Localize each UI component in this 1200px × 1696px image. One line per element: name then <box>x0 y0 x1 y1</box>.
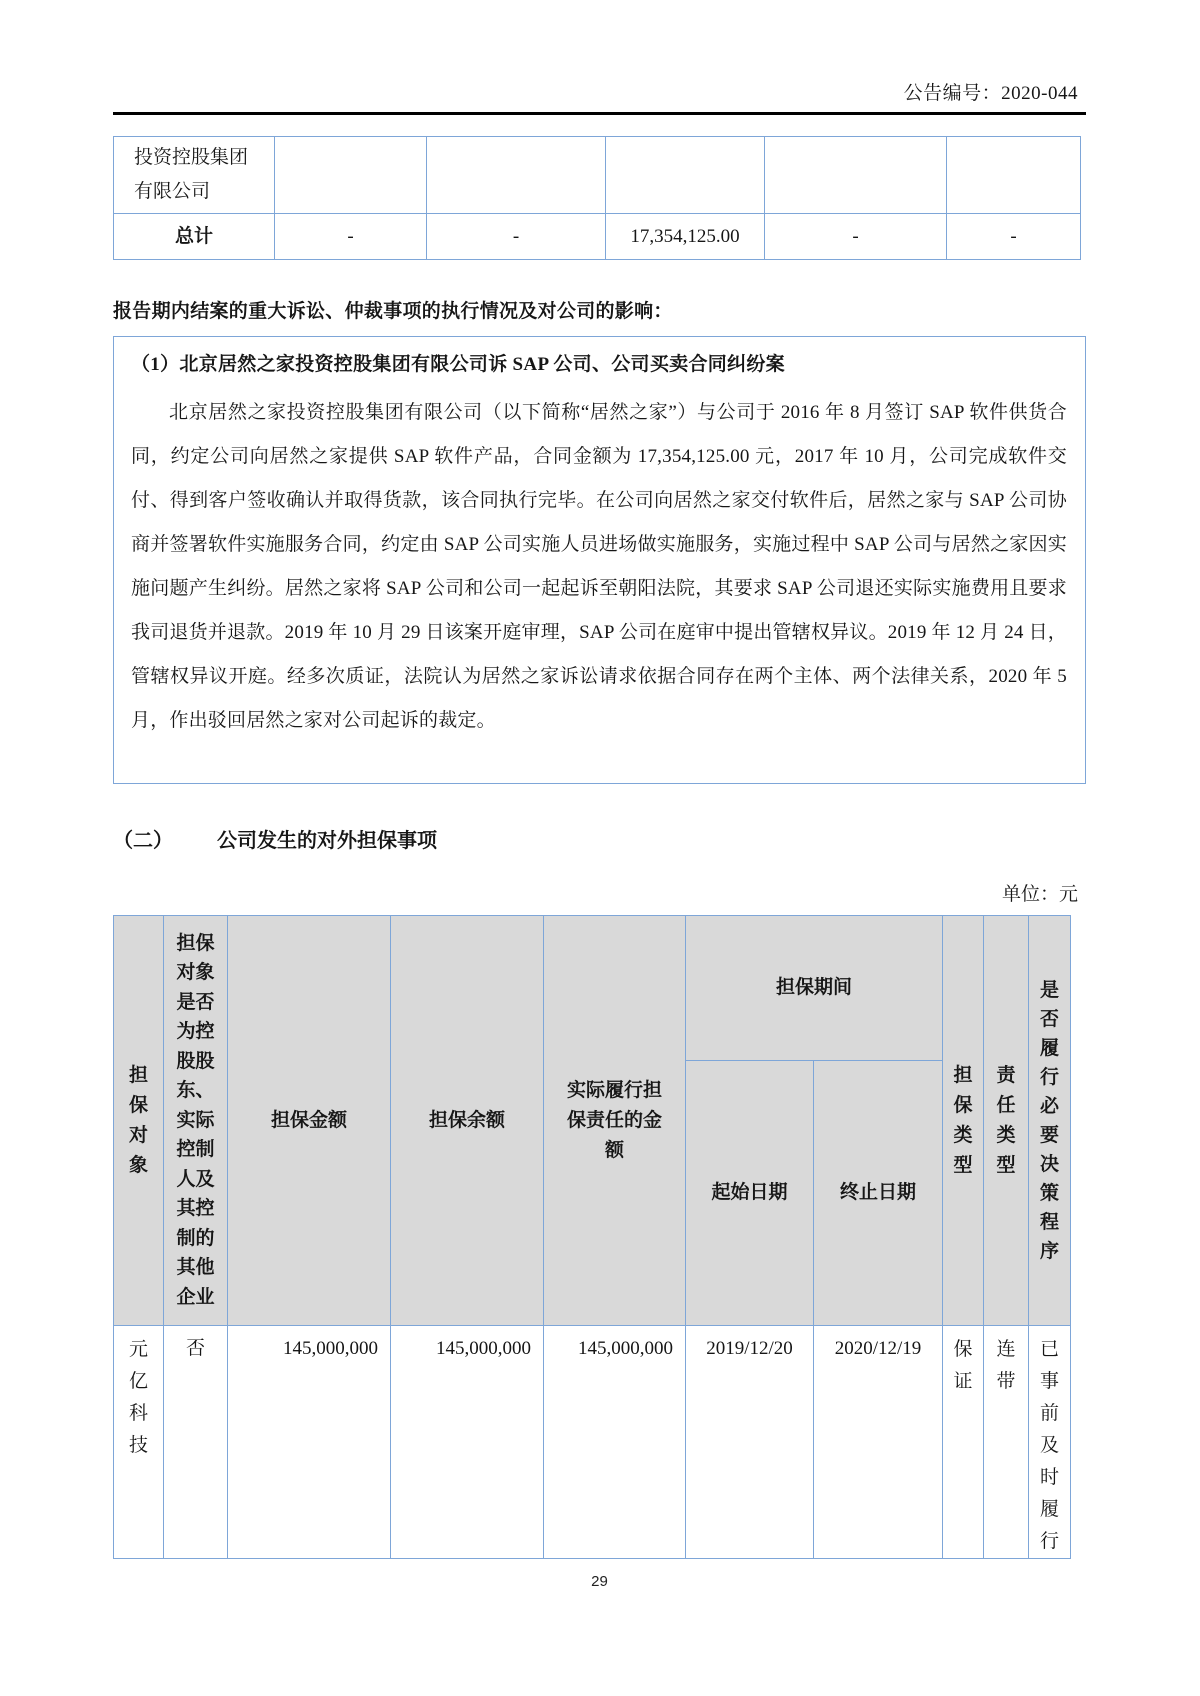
cell-guarantee-balance: 145,000,000 <box>391 1326 544 1559</box>
cell-company-name: 投资控股集团有限公司 <box>114 137 275 214</box>
guarantee-table <box>113 915 1071 1559</box>
cell-guarantee-target: 元亿科技 <box>114 1326 164 1559</box>
guarantee-data-row <box>114 1326 1071 1559</box>
cell-total-amount: 17,354,125.00 <box>606 214 765 260</box>
cell-is-related: 否 <box>164 1326 228 1559</box>
announcement-number: 公告编号：2020-044 <box>903 83 1078 104</box>
cell-end-date: 2020/12/19 <box>814 1326 943 1559</box>
header-decision-procedure: 是否履行必要决策程序 <box>1029 916 1071 1326</box>
unit-label: 单位：元 <box>1001 884 1078 905</box>
cell-dash: - <box>427 214 606 260</box>
cell-procedure: 已事前及时履行 <box>1029 1326 1071 1559</box>
section-number: （二） <box>113 830 173 852</box>
litigation-case-box <box>113 336 1086 784</box>
page-number: 29 <box>591 1573 608 1590</box>
cell-empty <box>765 137 947 214</box>
cell-empty <box>275 137 427 214</box>
page-footer <box>113 1573 1086 1591</box>
case-title: （1）北京居然之家投资控股集团有限公司诉 SAP 公司、公司买卖合同纠纷案 <box>131 354 785 375</box>
cell-empty <box>427 137 606 214</box>
cell-liability-type: 连带 <box>984 1326 1029 1559</box>
header-end-date: 终止日期 <box>814 1061 943 1326</box>
section-title: 公司发生的对外担保事项 <box>217 830 437 852</box>
table-row-total <box>114 214 1081 260</box>
cell-actual-amount: 145,000,000 <box>544 1326 686 1559</box>
case-body-paragraph: 北京居然之家投资控股集团有限公司（以下简称“居然之家”）与公司于 2016 年 8 月签订 SAP 软件供货合同，约定公司向居然之家提供 SAP 软件产品，合同金额为 17,354,125.00 元，2017 年 10 月，公司完成软件交付、得到客户签收确认并取得货款，该合同执行完毕。在公司向居然之家交付软件后，居然之家与 SAP 公司协商并签署软件实施服务合同，约定由 SAP 公司实施人员进场做实施服务，实施过程中 SAP 公司与居然之家因实施问题产生纠纷。居然之家将 SAP 公司和公司一起起诉至朝阳法院，其要求 SAP 公司退还实际实施费用且要求我司退货并退款。2019 年 10 月 29 日该案开庭审理，SAP 公司在庭审中提出管辖权异议。2019 年 12 月 24 日，管辖权异议开庭。经多次质证，法院认为居然之家诉讼请求依据合同存在两个主体、两个法律关系，2020 年 5 月，作出驳回居然之家对公司起诉的裁定。 <box>131 402 1067 731</box>
cell-dash: - <box>765 214 947 260</box>
header-is-related-party: 担保对象是否为控股股东、实际控制人及其控制的其他企业 <box>164 916 228 1326</box>
litigation-section-heading: 报告期内结案的重大诉讼、仲裁事项的执行情况及对公司的影响： <box>113 301 673 322</box>
header-start-date: 起始日期 <box>686 1061 814 1326</box>
header-guarantee-amount: 担保金额 <box>228 916 391 1326</box>
cell-dash: - <box>275 214 427 260</box>
cell-guarantee-type: 保证 <box>943 1326 984 1559</box>
header-liability-type: 责任类型 <box>984 916 1029 1326</box>
header-divider <box>113 112 1086 115</box>
header-actual-performed-amount: 实际履行担保责任的金额 <box>544 916 686 1326</box>
table-row <box>114 137 1081 214</box>
header-guarantee-period: 担保期间 <box>686 916 943 1061</box>
cell-guarantee-amount: 145,000,000 <box>228 1326 391 1559</box>
cell-dash: - <box>947 214 1081 260</box>
header-guarantee-target: 担保对象 <box>114 916 164 1326</box>
cell-empty <box>606 137 765 214</box>
guarantee-header-row <box>114 916 1071 1061</box>
cell-start-date: 2019/12/20 <box>686 1326 814 1559</box>
header-guarantee-type: 担保类型 <box>943 916 984 1326</box>
header-guarantee-balance: 担保余额 <box>391 916 544 1326</box>
guarantee-section-heading <box>113 824 1086 853</box>
cell-empty <box>947 137 1081 214</box>
cell-total-label: 总计 <box>114 214 275 260</box>
litigation-amount-table <box>113 136 1081 260</box>
